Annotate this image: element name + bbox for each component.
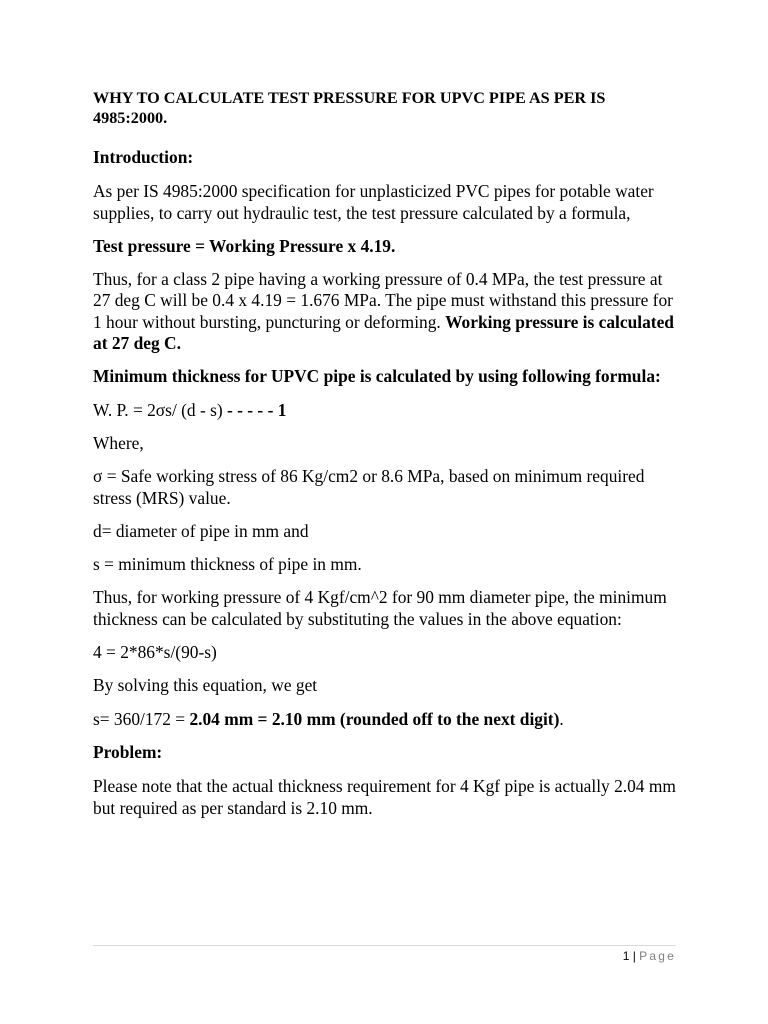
equation-number: - - - - - 1 bbox=[227, 399, 287, 420]
min-thickness-heading: Minimum thickness for UPVC pipe is calculated by using following formula: bbox=[93, 366, 661, 387]
thickness-equation bbox=[93, 400, 678, 421]
intro-paragraph: As per IS 4985:2000 specification for unplasticized PVC pipes for potable water supplies, to carry out hydraulic test, the test pressure calculated by a formula, bbox=[93, 181, 654, 223]
document-title: WHY TO CALCULATE TEST PRESSURE FOR UPVC PIPE AS PER IS 4985:2000. bbox=[93, 89, 606, 127]
page-number: 1 bbox=[622, 949, 630, 963]
substitution-paragraph: Thus, for working pressure of 4 Kgf/cm^2 for 90 mm diameter pipe, the minimum thickness can be calculated by substituting the values in the above equation: bbox=[93, 587, 667, 629]
example-emphasis: Working pressure is calculated at 27 deg C. bbox=[93, 311, 674, 354]
problem-heading: Problem: bbox=[93, 741, 163, 762]
substituted-equation: 4 = 2*86*s/(90-s) bbox=[93, 642, 217, 663]
page-footer bbox=[623, 948, 676, 964]
where-label: Where, bbox=[93, 432, 144, 453]
document-body bbox=[93, 88, 678, 831]
s-definition: s = minimum thickness of pipe in mm. bbox=[93, 554, 362, 575]
example-paragraph bbox=[93, 269, 678, 354]
footer-divider bbox=[93, 945, 676, 946]
result-line bbox=[93, 709, 678, 730]
d-definition: d= diameter of pipe in mm and bbox=[93, 520, 309, 541]
page-separator: | bbox=[629, 949, 640, 963]
solving-text: By solving this equation, we get bbox=[93, 675, 318, 696]
result-value-1: 2.04 mm bbox=[189, 708, 254, 729]
result-equals: = bbox=[253, 708, 272, 729]
page-word: Page bbox=[639, 949, 676, 963]
result-value-2: 2.10 mm (rounded off to the next digit) bbox=[271, 708, 560, 729]
result-prefix: s= 360/172 = bbox=[93, 708, 190, 729]
equation-text: W. P. = 2σs/ (d - s) bbox=[93, 399, 228, 420]
result-suffix: . bbox=[559, 708, 564, 729]
introduction-heading: Introduction: bbox=[93, 147, 194, 167]
example-text: Thus, for a class 2 pipe having a working pressure of 0.4 MPa, the test pressure at 27 deg C will be 0.4 x 4.19 = 1.676 MPa. The pipe must withstand this pressure for 1 hour without bursting, puncturing or deforming. bbox=[93, 269, 673, 332]
test-pressure-formula: Test pressure = Working Pressure x 4.19. bbox=[93, 235, 396, 256]
problem-paragraph: Please note that the actual thickness requirement for 4 Kgf pipe is actually 2.04 mm but required as per standard is 2.10 mm. bbox=[93, 776, 676, 818]
sigma-definition: σ = Safe working stress of 86 Kg/cm2 or 8.6 MPa, based on minimum required stress (MRS) value. bbox=[93, 466, 645, 508]
